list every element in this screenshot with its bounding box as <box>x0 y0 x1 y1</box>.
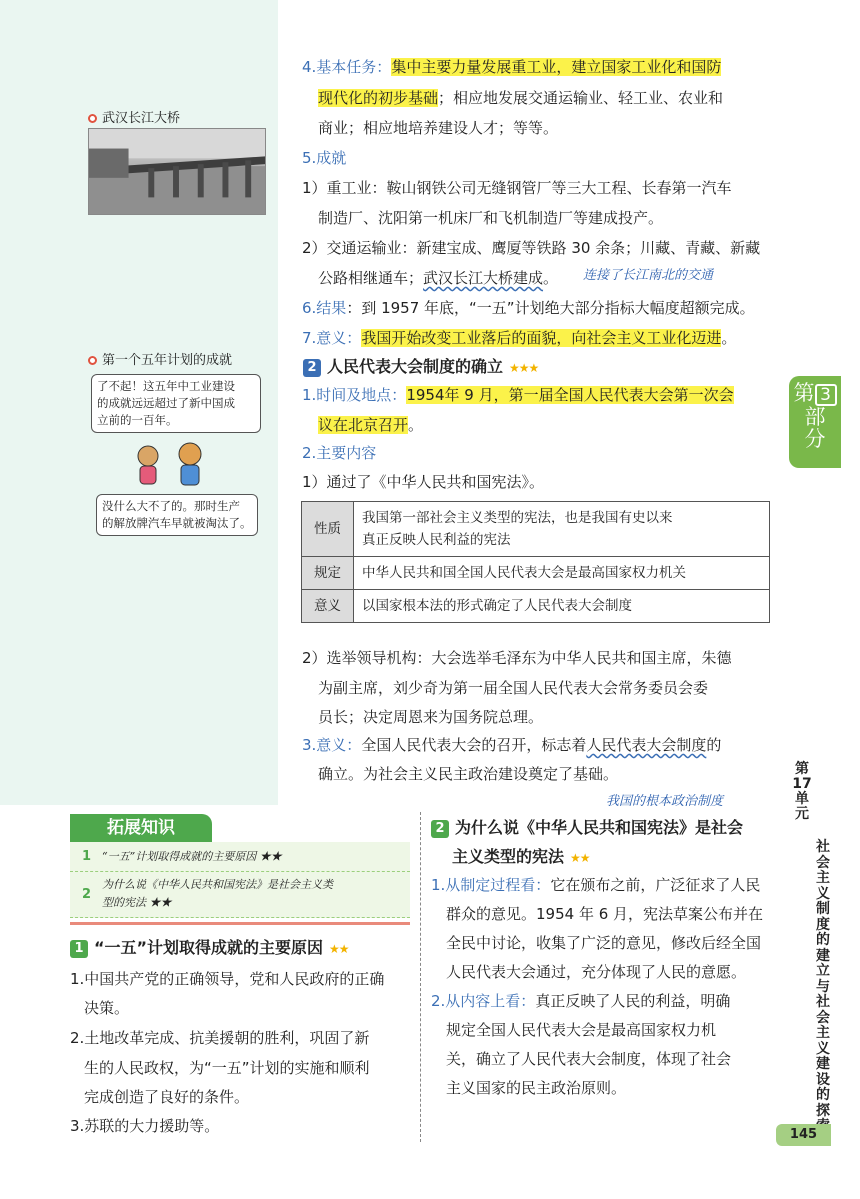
achievement-label: 5.成就 <box>302 149 347 167</box>
task-line-2: 现代化的初步基础；相应地发展交通运输业、轻工业、农业和 <box>318 89 724 107</box>
task-line-3: 商业；相应地培养建设人才；等等。 <box>318 119 559 137</box>
content-2-line-2: 为副主席，刘少奇为第一届全国人民代表大会常务委员会委 <box>318 679 709 697</box>
table-row: 性质 我国第一部社会主义类型的宪法，也是我国有史以来 真正反映人民利益的宪法 <box>302 502 770 557</box>
ext-left-p2-3: 完成创造了良好的条件。 <box>84 1088 250 1106</box>
handwritten-note-system: 我国的根本政治制度 <box>606 794 724 809</box>
ext-right-q1-1: 1.从制定过程看：它在颁布之前，广泛征求了人民 <box>431 876 761 894</box>
ext-left-heading: 1 “一五”计划取得成就的主要原因 ★★ <box>70 937 349 960</box>
content-2-line-1: 2）选举领导机构：大会选举毛泽东为中华人民共和国主席，朱德 <box>302 649 732 667</box>
extension-box <box>70 842 410 924</box>
achievement-2-line-2: 公路相继通车；武汉长江大桥建成。 <box>318 269 559 287</box>
ext-left-p1-2: 决策。 <box>84 999 130 1017</box>
ext-right-heading-2: 主义类型的宪法 ★★ <box>452 847 590 866</box>
ext-right-q1-2: 群众的意见。1954 年 6 月，宪法草案公布并在 <box>446 905 764 923</box>
photo-caption: 武汉长江大桥 <box>88 107 180 126</box>
achievement-2-line-1: 2）交通运输业：新建宝成、鹰厦等铁路 30 余条；川藏、青藏、新藏 <box>302 239 761 257</box>
bullet-icon <box>88 114 97 123</box>
extension-title: 拓展知识 <box>70 814 212 842</box>
achievement-1-line-1: 1）重工业：鞍山钢铁公司无缝钢管厂等三大工程、长春第一汽车 <box>302 179 732 197</box>
ext-right-q2-4: 主义国家的民主政治原则。 <box>446 1079 627 1097</box>
achievement-1-line-2: 制造厂、沈阳第一机床厂和飞机制造厂等建成投产。 <box>318 209 664 227</box>
ext-left-p2-2: 生的人民政权，为“一五”计划的实施和顺利 <box>84 1059 370 1077</box>
unit-number: 第 17 单 元 <box>792 761 812 822</box>
ext-left-p3: 3.苏联的大力援助等。 <box>70 1117 220 1135</box>
ext-right-q2-3: 关，确立了人民代表大会制度，体现了社会 <box>446 1050 732 1068</box>
task-line-1: 4.基本任务：集中主要力量发展重工业，建立国家工业化和国防 <box>302 58 722 76</box>
meaning-line: 7.意义：我国开始改变工业落后的面貌，向社会主义工业化迈进。 <box>302 329 737 347</box>
cartoon-characters <box>126 438 216 494</box>
page-number: 145 <box>776 1124 831 1146</box>
star-icon: ★★★ <box>509 361 539 375</box>
star-icon: ★★ <box>570 851 590 865</box>
ext-right-heading: 2 为什么说《中华人民共和国宪法》是社会 <box>431 817 743 839</box>
extension-item: 2 为什么说《中华人民共和国宪法》是社会主义类 型的宪法 ★★ <box>70 872 410 918</box>
handwritten-note-bridge: 连接了长江南北的交通 <box>583 268 714 283</box>
result-line: 6.结果：到 1957 年底，“一五”计划绝大部分指标大幅度超额完成。 <box>302 299 755 317</box>
ext-right-q1-4: 人民代表大会通过，充分体现了人民的意愿。 <box>446 963 747 981</box>
section-2-heading: 2 人民代表大会制度的确立 ★★★ <box>303 356 538 379</box>
ext-right-q2-2: 规定全国人民代表大会是最高国家权力机 <box>446 1021 717 1039</box>
table-row: 意义 以国家根本法的形式确定了人民代表大会制度 <box>302 590 770 623</box>
constitution-table <box>301 501 770 623</box>
column-divider <box>420 812 421 1142</box>
content-label: 2.主要内容 <box>302 444 377 462</box>
meaning-3-line-1: 3.意义：全国人民代表大会的召开，标志着人民代表大会制度的 <box>302 736 722 754</box>
cartoon-caption: 第一个五年计划的成就 <box>88 349 232 368</box>
ext-left-p1: 1.中国共产党的正确领导，党和人民政府的正确 <box>70 970 385 988</box>
ext-right-q1-3: 全民中讨论，收集了广泛的意见，修改后经全国 <box>446 934 762 952</box>
time-line-1: 1.时间及地点：1954年 9 月，第一届全国人民代表大会第一次会 <box>302 386 734 404</box>
unit-title: 社 会 主 义 制 度 的 建 立 与 社 会 主 义 建 设 的 探 <box>816 839 830 1119</box>
star-icon: ★★ <box>329 942 349 956</box>
meaning-3-line-2: 确立。为社会主义民主政治建设奠定了基础。 <box>318 765 619 783</box>
bridge-photo <box>88 128 266 215</box>
content-2-line-3: 员长；决定周恩来为国务院总理。 <box>318 708 544 726</box>
speech-bubble-bottom: 没什么大不了的。那时生产 的解放牌汽车早就被淘汰了。 <box>96 494 258 536</box>
bullet-icon <box>88 356 97 365</box>
ext-left-p2-1: 2.土地改革完成、抗美援朝的胜利，巩固了新 <box>70 1029 370 1047</box>
table-row: 规定 中华人民共和国全国人民代表大会是最高国家权力机关 <box>302 557 770 590</box>
time-line-2: 议在北京召开。 <box>318 416 424 434</box>
speech-bubble-top: 了不起！这五年中工业建设 的成就远远超过了新中国成 立前的一百年。 <box>91 374 261 433</box>
content-1: 1）通过了《中华人民共和国宪法》。 <box>302 473 545 491</box>
extension-item: 1 “一五”计划取得成就的主要原因 ★★ <box>70 842 410 872</box>
extension-divider <box>70 919 410 925</box>
part-tab: 第 3 部 分 <box>789 376 841 468</box>
ext-right-q2-1: 2.从内容上看：真正反映了人民的利益，明确 <box>431 992 731 1010</box>
